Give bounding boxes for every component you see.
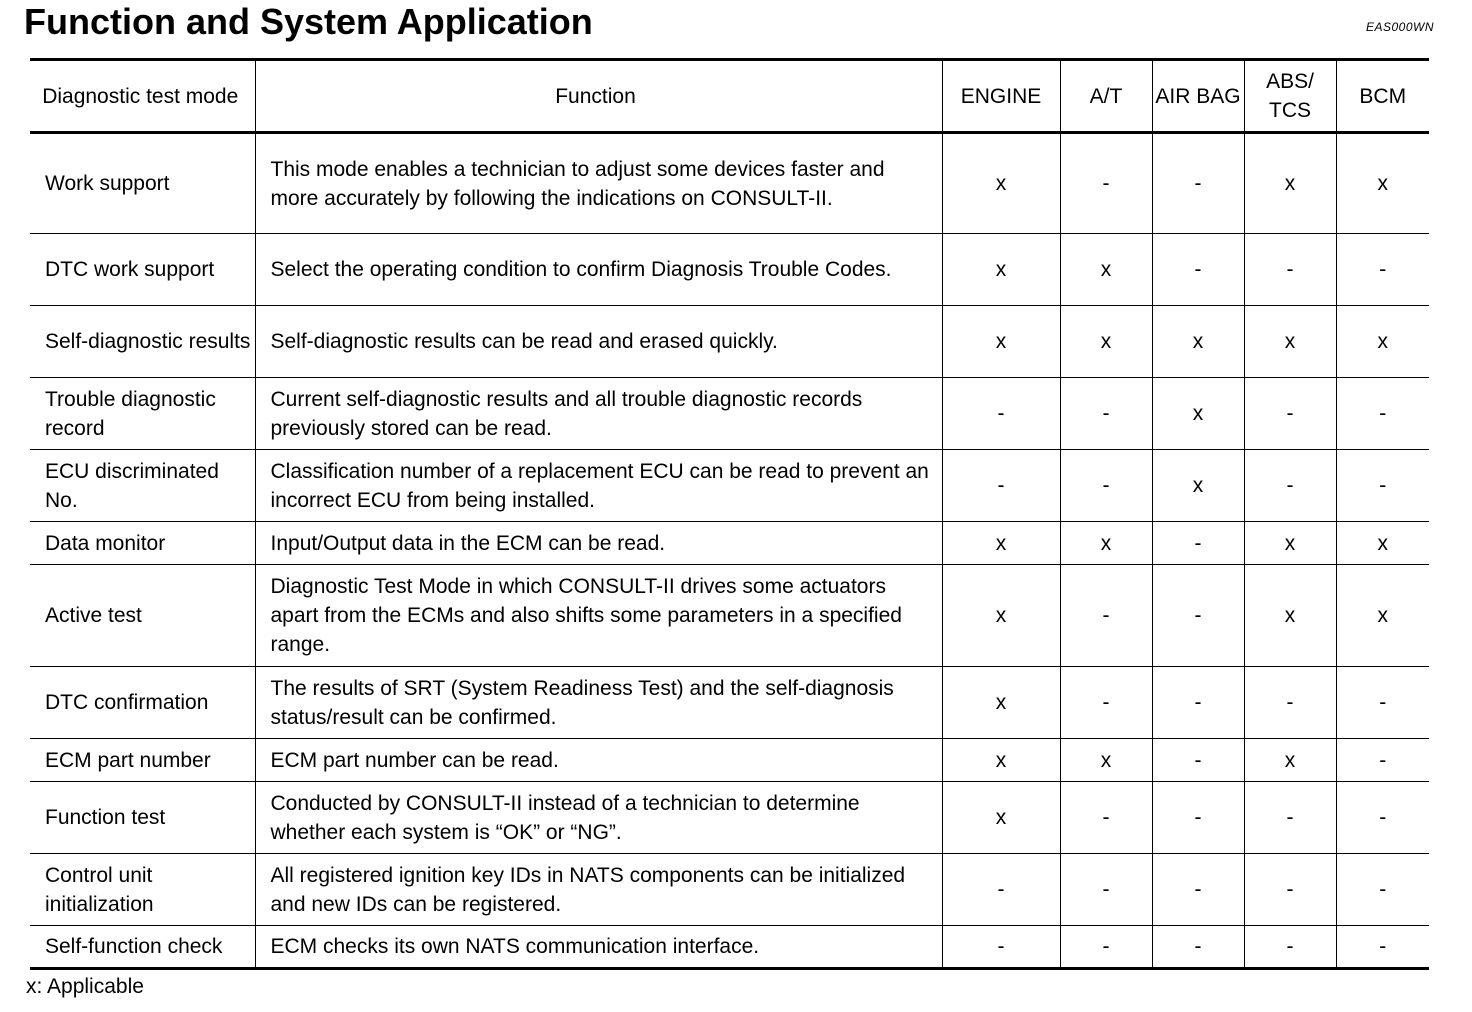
mode-cell: Self-diagnostic results [30, 306, 255, 378]
page-title: Function and System Application [24, 1, 593, 42]
abs-cell: - [1244, 378, 1336, 450]
bcm-cell: x [1336, 133, 1429, 234]
at-cell: - [1060, 854, 1152, 926]
table-row [30, 926, 1429, 969]
at-cell: x [1060, 739, 1152, 782]
header-abs-tcs: ABS/ TCS [1244, 60, 1336, 133]
table-row [30, 522, 1429, 565]
abs-cell: x [1244, 739, 1336, 782]
airbag-cell: x [1152, 306, 1244, 378]
at-cell: - [1060, 926, 1152, 969]
airbag-cell: - [1152, 234, 1244, 306]
abs-cell: - [1244, 854, 1336, 926]
mode-cell: ECM part number [30, 739, 255, 782]
engine-cell: x [942, 667, 1060, 739]
at-cell: x [1060, 522, 1152, 565]
abs-cell: x [1244, 133, 1336, 234]
table-row [30, 450, 1429, 522]
bcm-cell: - [1336, 378, 1429, 450]
header-engine: ENGINE [942, 60, 1060, 133]
bcm-cell: - [1336, 667, 1429, 739]
table-row [30, 306, 1429, 378]
mode-cell: DTC work support [30, 234, 255, 306]
function-cell: Select the operating condition to confirm Diagnosis Trouble Codes. [255, 234, 942, 306]
function-cell: ECM part number can be read. [255, 739, 942, 782]
at-cell: - [1060, 133, 1152, 234]
at-cell: - [1060, 565, 1152, 667]
bcm-cell: x [1336, 565, 1429, 667]
at-cell: - [1060, 667, 1152, 739]
function-cell: Conducted by CONSULT-II instead of a technician to determine whether each system is “OK” or “NG”. [255, 782, 942, 854]
engine-cell: x [942, 739, 1060, 782]
engine-cell: - [942, 378, 1060, 450]
at-cell: - [1060, 450, 1152, 522]
document-code: EAS000WN [1365, 20, 1434, 34]
engine-cell: - [942, 854, 1060, 926]
mode-cell: Active test [30, 565, 255, 667]
header-bcm: BCM [1336, 60, 1429, 133]
bcm-cell: x [1336, 306, 1429, 378]
function-cell: This mode enables a technician to adjust some devices faster and more accurately by following the indications on CONSULT-II. [255, 133, 942, 234]
mode-cell: Work support [30, 133, 255, 234]
table-row [30, 234, 1429, 306]
header-airbag: AIR BAG [1152, 60, 1244, 133]
at-cell: - [1060, 782, 1152, 854]
bcm-cell: - [1336, 450, 1429, 522]
function-cell: ECM checks its own NATS communication interface. [255, 926, 942, 969]
mode-cell: Self-function check [30, 926, 255, 969]
at-cell: - [1060, 378, 1152, 450]
bcm-cell: x [1336, 522, 1429, 565]
airbag-cell: - [1152, 926, 1244, 969]
table-row [30, 667, 1429, 739]
airbag-cell: - [1152, 739, 1244, 782]
airbag-cell: - [1152, 854, 1244, 926]
airbag-cell: - [1152, 522, 1244, 565]
function-cell: Input/Output data in the ECM can be read. [255, 522, 942, 565]
bcm-cell: - [1336, 234, 1429, 306]
table-row [30, 739, 1429, 782]
at-cell: x [1060, 306, 1152, 378]
function-cell: Current self-diagnostic results and all trouble diagnostic records previously stored can be read. [255, 378, 942, 450]
function-cell: Diagnostic Test Mode in which CONSULT-II drives some actuators apart from the ECMs and also shifts some parameters in a specified range. [255, 565, 942, 667]
abs-cell: - [1244, 782, 1336, 854]
engine-cell: x [942, 782, 1060, 854]
engine-cell: - [942, 450, 1060, 522]
table-row [30, 854, 1429, 926]
table-header-row [30, 60, 1429, 133]
header-mode: Diagnostic test mode [30, 60, 255, 133]
abs-cell: - [1244, 234, 1336, 306]
function-cell: The results of SRT (System Readiness Test) and the self-diagnosis status/result can be confirmed. [255, 667, 942, 739]
abs-cell: x [1244, 306, 1336, 378]
table-row [30, 378, 1429, 450]
engine-cell: x [942, 565, 1060, 667]
function-table [30, 58, 1429, 970]
footnote: x: Applicable [26, 975, 144, 998]
bcm-cell: - [1336, 739, 1429, 782]
function-cell: All registered ignition key IDs in NATS components can be initialized and new IDs can be registered. [255, 854, 942, 926]
abs-cell: - [1244, 667, 1336, 739]
engine-cell: x [942, 522, 1060, 565]
bcm-cell: - [1336, 854, 1429, 926]
function-cell: Classification number of a replacement ECU can be read to prevent an incorrect ECU from being installed. [255, 450, 942, 522]
abs-cell: x [1244, 565, 1336, 667]
bcm-cell: - [1336, 782, 1429, 854]
engine-cell: - [942, 926, 1060, 969]
abs-cell: - [1244, 926, 1336, 969]
airbag-cell: - [1152, 565, 1244, 667]
airbag-cell: x [1152, 378, 1244, 450]
mode-cell: Data monitor [30, 522, 255, 565]
mode-cell: Control unit initialization [30, 854, 255, 926]
engine-cell: x [942, 306, 1060, 378]
mode-cell: ECU discriminated No. [30, 450, 255, 522]
abs-cell: x [1244, 522, 1336, 565]
bcm-cell: - [1336, 926, 1429, 969]
engine-cell: x [942, 133, 1060, 234]
engine-cell: x [942, 234, 1060, 306]
mode-cell: Trouble diagnostic record [30, 378, 255, 450]
function-cell: Self-diagnostic results can be read and erased quickly. [255, 306, 942, 378]
airbag-cell: - [1152, 133, 1244, 234]
airbag-cell: x [1152, 450, 1244, 522]
table-row [30, 782, 1429, 854]
at-cell: x [1060, 234, 1152, 306]
abs-cell: - [1244, 450, 1336, 522]
mode-cell: DTC confirmation [30, 667, 255, 739]
airbag-cell: - [1152, 667, 1244, 739]
airbag-cell: - [1152, 782, 1244, 854]
mode-cell: Function test [30, 782, 255, 854]
header-function: Function [255, 60, 942, 133]
table-row [30, 565, 1429, 667]
table-row [30, 133, 1429, 234]
header-at: A/T [1060, 60, 1152, 133]
